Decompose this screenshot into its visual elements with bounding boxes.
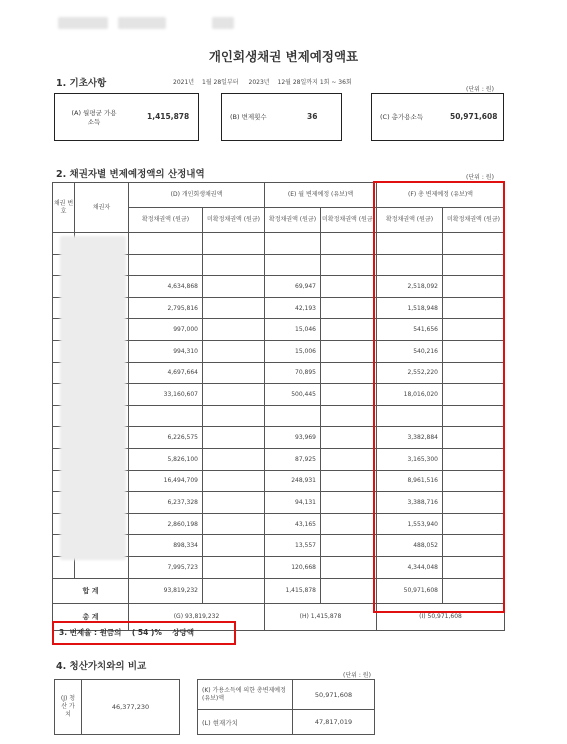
row-f-confirmed: 3,165,300 — [377, 448, 443, 470]
j-label: (J) 청산 가치 — [55, 680, 82, 735]
row-e-confirmed: 13,557 — [265, 535, 321, 557]
row-d-unconfirmed — [203, 492, 265, 514]
period-line: 2021년 1월 28일부터 2023년 12월 28일까지 1회 ~ 36회 — [173, 79, 352, 86]
row-d-confirmed: 16,494,709 — [129, 470, 203, 492]
row-d-unconfirmed — [203, 276, 265, 298]
row-e-confirmed: 500,445 — [265, 384, 321, 406]
box-monthly-income-value: 1,415,878 — [147, 112, 190, 121]
row-d-unconfirmed — [203, 535, 265, 557]
liquidation-table — [54, 679, 180, 735]
row-d-confirmed: 4,697,664 — [129, 362, 203, 384]
row-d-unconfirmed — [203, 340, 265, 362]
row-d-confirmed: 2,795,816 — [129, 297, 203, 319]
row-d-confirmed: 33,160,607 — [129, 384, 203, 406]
k-label: (K) 가용소득에 의한 총변제예정(유보)액 — [198, 680, 293, 710]
row-e-unconfirmed — [321, 492, 377, 514]
header-e-unconfirmed: 미확정채권액 (원금) — [321, 208, 377, 233]
row-e-confirmed: 15,006 — [265, 340, 321, 362]
row-d-unconfirmed — [203, 297, 265, 319]
header-f-confirmed: 확정채권액 (원금) — [377, 208, 443, 233]
row-e-unconfirmed — [321, 233, 377, 255]
box-total-income — [371, 93, 504, 141]
row-e-confirmed: 15,046 — [265, 319, 321, 341]
row-e-confirmed: 43,165 — [265, 513, 321, 535]
j-value: 46,377,230 — [82, 680, 180, 735]
row-e-unconfirmed — [321, 470, 377, 492]
row-e-confirmed: 70,895 — [265, 362, 321, 384]
row-d-confirmed: 6,226,575 — [129, 427, 203, 449]
row-d-confirmed — [129, 405, 203, 427]
row-f-confirmed: 2,518,092 — [377, 276, 443, 298]
row-e-unconfirmed — [321, 340, 377, 362]
row-d-unconfirmed — [203, 254, 265, 276]
row-d-confirmed: 997,000 — [129, 319, 203, 341]
section4-unit: (단위 : 원) — [343, 672, 371, 679]
row-e-unconfirmed — [321, 297, 377, 319]
row-d-confirmed: 5,826,100 — [129, 448, 203, 470]
l-value: 47,817,019 — [293, 710, 375, 735]
row-d-unconfirmed — [203, 448, 265, 470]
row-f-confirmed: 1,553,940 — [377, 513, 443, 535]
box-repayment-count-value: 36 — [307, 112, 318, 121]
redacted-header-1 — [58, 17, 108, 29]
section4-heading: 4. 청산가치와의 비교 — [56, 661, 147, 672]
row-e-unconfirmed — [321, 362, 377, 384]
box-monthly-income-label: (A) 월평균 가용소득 — [71, 109, 117, 126]
row-f-confirmed: 3,382,884 — [377, 427, 443, 449]
total-g: (G) 93,819,232 — [129, 603, 265, 630]
row-d-unconfirmed — [203, 233, 265, 255]
row-e-unconfirmed — [321, 384, 377, 406]
row-e-confirmed: 42,193 — [265, 297, 321, 319]
subtotal-f: 50,971,608 — [377, 578, 443, 603]
box-total-income-value: 50,971,608 — [450, 112, 498, 121]
row-d-confirmed: 2,860,198 — [129, 513, 203, 535]
row-f-confirmed: 488,052 — [377, 535, 443, 557]
row-d-confirmed — [129, 233, 203, 255]
row-e-unconfirmed — [321, 254, 377, 276]
redacted-header-2 — [118, 17, 166, 29]
box-repayment-count — [221, 93, 342, 141]
highlight-f-column — [373, 181, 505, 613]
header-group-e: (E) 월 변제예정 (유보)액 — [265, 183, 377, 208]
row-d-confirmed — [129, 254, 203, 276]
row-e-unconfirmed — [321, 427, 377, 449]
row-d-confirmed: 898,334 — [129, 535, 203, 557]
present-value-table — [197, 679, 375, 735]
total-i: (I) 50,971,608 — [377, 603, 505, 630]
row-f-confirmed: 540,216 — [377, 340, 443, 362]
row-e-unconfirmed — [321, 513, 377, 535]
section2-heading: 2. 채권자별 변제예정액의 산정내역 — [56, 169, 205, 180]
row-f-confirmed: 1,518,948 — [377, 297, 443, 319]
section1-unit: (단위 : 원) — [466, 86, 494, 93]
subtotal-label: 합 계 — [53, 578, 129, 603]
section2-unit: (단위 : 원) — [466, 174, 494, 181]
row-e-confirmed — [265, 233, 321, 255]
box-repayment-count-label: (B) 변제횟수 — [230, 113, 267, 121]
page-title: 개인회생채권 변제예정액표 — [208, 49, 359, 64]
row-e-unconfirmed — [321, 448, 377, 470]
row-e-unconfirmed — [321, 276, 377, 298]
row-e-unconfirmed — [321, 535, 377, 557]
row-d-unconfirmed — [203, 470, 265, 492]
header-creditor: 채권자 — [75, 183, 129, 233]
row-f-confirmed: 4,344,048 — [377, 556, 443, 578]
row-e-unconfirmed — [321, 405, 377, 427]
repayment-ratio: 3. 변제율 : 원금의 ( 54 )% 상당액 — [52, 621, 236, 645]
row-e-confirmed: 69,947 — [265, 276, 321, 298]
row-d-confirmed: 994,310 — [129, 340, 203, 362]
row-d-unconfirmed — [203, 319, 265, 341]
row-e-confirmed: 248,931 — [265, 470, 321, 492]
header-group-d: (D) 개인회생채권액 — [129, 183, 265, 208]
row-f-confirmed: 8,961,516 — [377, 470, 443, 492]
row-d-unconfirmed — [203, 384, 265, 406]
row-e-confirmed: 93,969 — [265, 427, 321, 449]
row-d-unconfirmed — [203, 556, 265, 578]
header-no: 채권 번호 — [53, 183, 75, 233]
row-d-confirmed: 7,995,723 — [129, 556, 203, 578]
row-e-confirmed: 94,131 — [265, 492, 321, 514]
row-d-unconfirmed — [203, 362, 265, 384]
row-e-unconfirmed — [321, 319, 377, 341]
row-d-unconfirmed — [203, 513, 265, 535]
subtotal-d: 93,819,232 — [129, 578, 203, 603]
row-e-confirmed: 120,668 — [265, 556, 321, 578]
row-d-unconfirmed — [203, 427, 265, 449]
redacted-creditors — [60, 236, 126, 560]
total-h: (H) 1,415,878 — [265, 603, 377, 630]
row-f-confirmed: 541,656 — [377, 319, 443, 341]
header-d-unconfirmed: 미확정채권액 (원금) — [203, 208, 265, 233]
row-f-confirmed: 3,388,716 — [377, 492, 443, 514]
section1-heading: 1. 기초사항 — [56, 78, 107, 89]
box-monthly-income — [54, 93, 199, 141]
box-total-income-label: (C) 총가용소득 — [380, 113, 424, 121]
redacted-header-3 — [212, 17, 234, 29]
row-e-confirmed — [265, 254, 321, 276]
row-d-confirmed: 4,634,868 — [129, 276, 203, 298]
subtotal-e: 1,415,878 — [265, 578, 321, 603]
l-label: (L) 현재가치 — [198, 710, 293, 735]
row-e-unconfirmed — [321, 556, 377, 578]
row-d-confirmed: 6,237,328 — [129, 492, 203, 514]
header-e-confirmed: 확정채권액 (원금) — [265, 208, 321, 233]
row-e-confirmed: 87,925 — [265, 448, 321, 470]
header-f-unconfirmed: 미확정채권액 (원금) — [443, 208, 505, 233]
row-e-confirmed — [265, 405, 321, 427]
row-f-confirmed: 2,552,220 — [377, 362, 443, 384]
header-group-f: (F) 총 변제예정 (유보)액 — [377, 183, 505, 208]
k-value: 50,971,608 — [293, 680, 375, 710]
total-label: 총 계 — [53, 603, 129, 630]
header-d-confirmed: 확정채권액 (원금) — [129, 208, 203, 233]
row-f-confirmed: 18,016,020 — [377, 384, 443, 406]
row-d-unconfirmed — [203, 405, 265, 427]
